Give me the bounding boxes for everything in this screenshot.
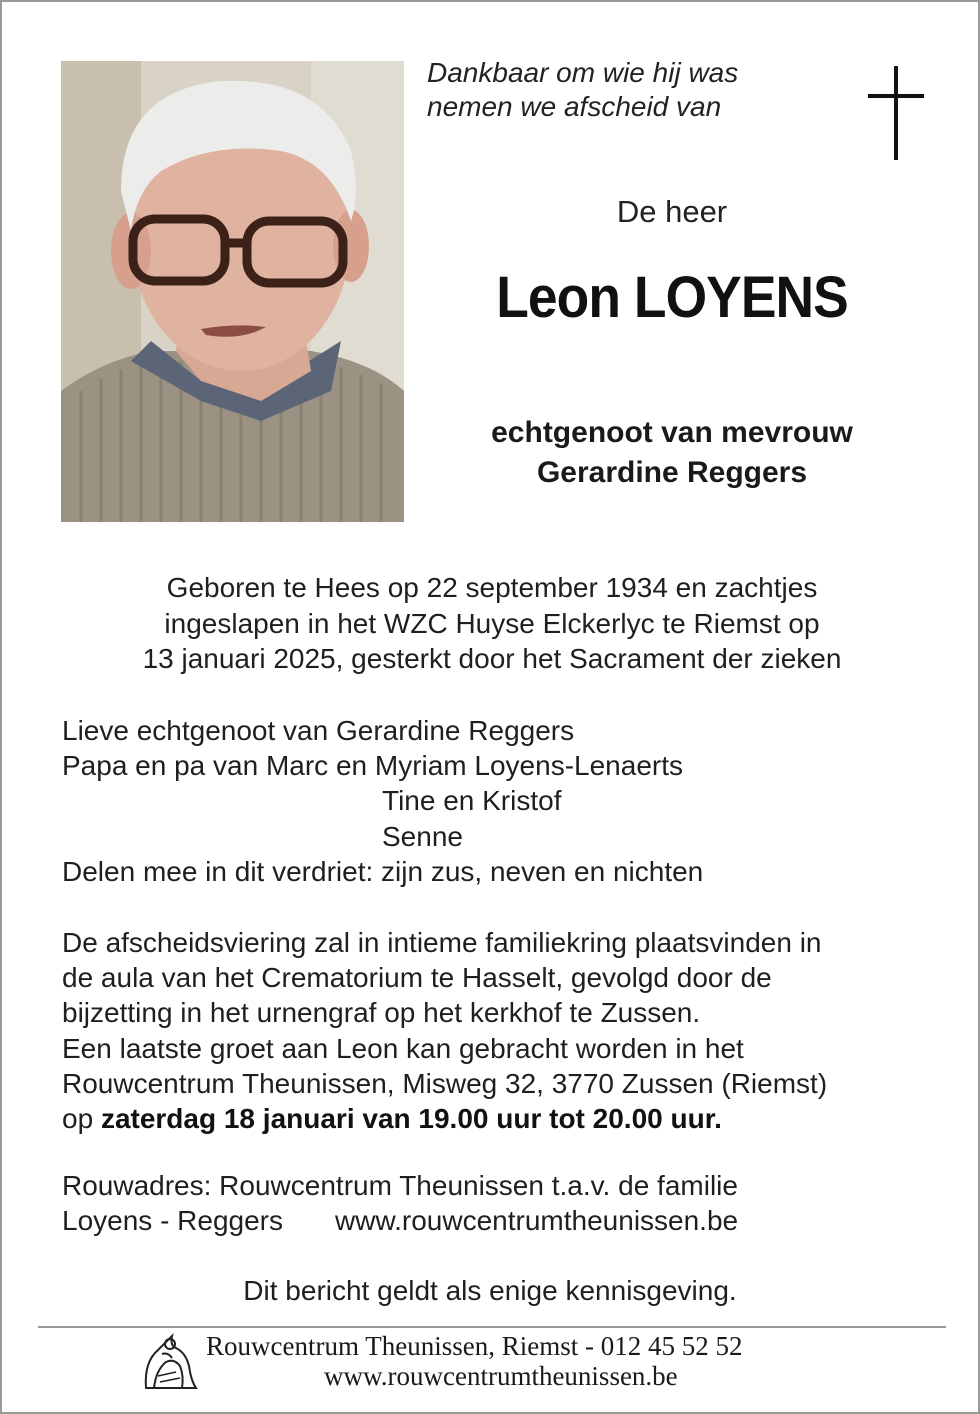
spouse-line-1: echtgenoot van mevrouw — [491, 416, 853, 449]
cross-icon — [868, 66, 924, 160]
ceremony-line-2: de aula van het Crematorium te Hasselt, gevolgd door de — [62, 962, 772, 994]
deceased-name: Leon LOYENS — [496, 265, 848, 330]
birth-details — [62, 570, 922, 677]
family-line-3: Tine en Kristof — [382, 785, 562, 817]
family-line-2: Papa en pa van Marc en Myriam Loyens-Lenaerts — [62, 750, 683, 782]
portrait-photo — [61, 61, 404, 522]
ceremony-line-4: Een laatste groet aan Leon kan gebracht worden in het — [62, 1032, 744, 1064]
mourning-address — [62, 1168, 942, 1238]
ceremony-line-6-prefix: op — [62, 1103, 101, 1135]
address-line-2 — [62, 1203, 942, 1238]
ceremony-line-3: bijzetting in het urnengraf op het kerkhof te Zussen. — [62, 997, 701, 1029]
birth-line-1: Geboren te Hees op 22 september 1934 en zachtjes — [166, 572, 818, 603]
spouse-block — [422, 413, 922, 493]
family-line-4: Senne — [382, 820, 463, 852]
family-line-5: Delen mee in dit verdriet: zijn zus, neven en nichten — [62, 855, 704, 887]
ceremony-line-1: De afscheidsviering zal in intieme familiekring plaatsvinden in — [62, 927, 822, 958]
family-line-1: Lieve echtgenoot van Gerardine Reggers — [62, 715, 575, 746]
address-family: Loyens - Reggers — [62, 1205, 284, 1237]
birth-line-2: ingeslapen in het WZC Huyse Elckerlyc te Riemst op — [164, 607, 820, 639]
footer-divider — [38, 1326, 946, 1328]
salutation: De heer — [616, 194, 728, 229]
ceremony-line-6 — [62, 1101, 942, 1136]
footer — [202, 1331, 852, 1391]
notice-text: Dit bericht geldt als enige kennisgeving. — [243, 1275, 737, 1306]
intro-line-2: nemen we afscheid van — [427, 91, 722, 122]
ceremony-details — [62, 925, 942, 1136]
rouwcentrum-logo-icon — [136, 1332, 202, 1392]
footer-website-link[interactable]: www.rouwcentrumtheunissen.be — [324, 1361, 678, 1391]
birth-line-3: 13 januari 2025, gesterkt door het Sacrament der zieken — [142, 643, 842, 674]
address-line-1: Rouwadres: Rouwcentrum Theunissen t.a.v. de familie — [62, 1170, 738, 1201]
spouse-line-2: Gerardine Reggers — [536, 456, 808, 489]
intro-line-1: Dankbaar om wie hij was — [427, 57, 739, 88]
family-list — [62, 713, 922, 889]
intro-text — [427, 56, 827, 124]
footer-line-1: Rouwcentrum Theunissen, Riemst - 012 45 52 52 — [206, 1331, 743, 1361]
ceremony-line-5: Rouwcentrum Theunissen, Misweg 32, 3770 Zussen (Riemst) — [62, 1067, 828, 1099]
address-website-link[interactable]: www.rouwcentrumtheunissen.be — [335, 1205, 739, 1237]
ceremony-date-time: zaterdag 18 januari van 19.00 uur tot 20.00 uur. — [100, 1103, 722, 1135]
